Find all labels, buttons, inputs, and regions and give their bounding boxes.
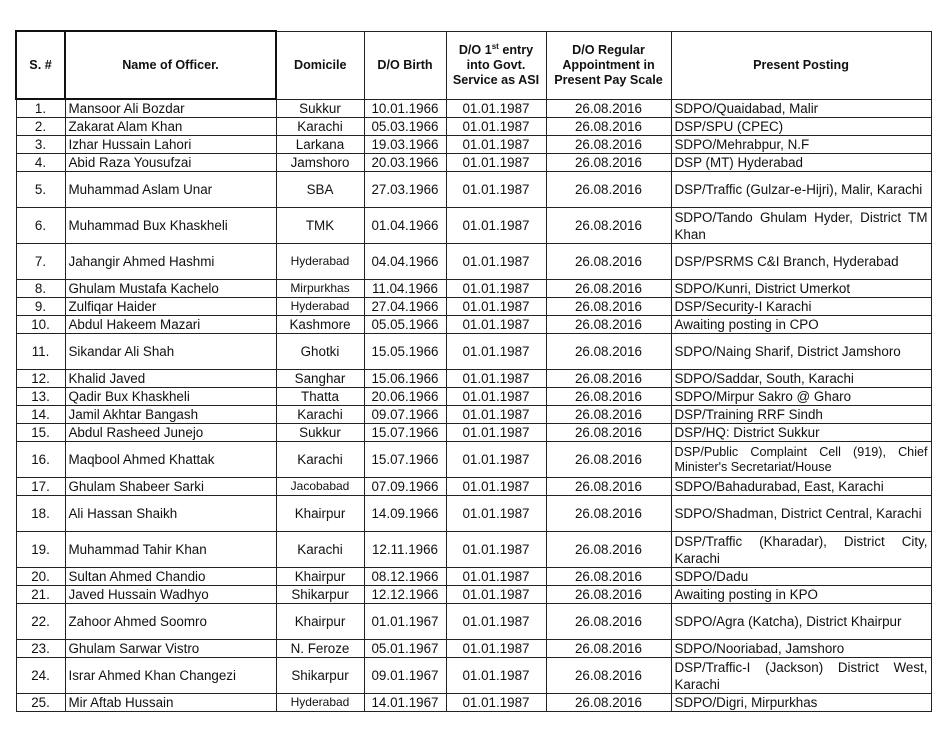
header-dob: D/O Birth [364,31,446,99]
header-row [16,31,931,99]
table-row [16,370,931,388]
entry-date-cell: 01.01.1987 [446,568,546,586]
table-row [16,568,931,586]
header-entry-pre: D/O 1 [458,42,492,57]
entry-date-cell: 01.01.1987 [446,586,546,604]
regular-appointment-cell: 26.08.2016 [546,532,671,568]
officer-name-cell: Abdul Rasheed Junejo [65,424,276,442]
regular-appointment-cell: 26.08.2016 [546,442,671,478]
serial-number-cell: 8. [16,280,65,298]
entry-date-cell: 01.01.1987 [446,640,546,658]
table-row [16,640,931,658]
header-posting: Present Posting [671,31,931,99]
serial-number-cell: 19. [16,532,65,568]
date-of-birth-cell: 10.01.1966 [364,99,446,118]
table-row [16,172,931,208]
entry-date-cell: 01.01.1987 [446,280,546,298]
domicile-cell: Thatta [276,388,364,406]
officer-name-cell: Ghulam Mustafa Kachelo [65,280,276,298]
domicile-cell: N. Feroze [276,640,364,658]
domicile-cell: Jamshoro [276,154,364,172]
serial-number-cell: 3. [16,136,65,154]
date-of-birth-cell: 20.03.1966 [364,154,446,172]
present-posting-cell: Awaiting posting in KPO [671,586,931,604]
officer-name-cell: Muhammad Aslam Unar [65,172,276,208]
officer-name-cell: Javed Hussain Wadhyo [65,586,276,604]
domicile-cell: Larkana [276,136,364,154]
serial-number-cell: 18. [16,496,65,532]
date-of-birth-cell: 05.03.1966 [364,118,446,136]
entry-date-cell: 01.01.1987 [446,388,546,406]
date-of-birth-cell: 11.04.1966 [364,280,446,298]
table-row [16,532,931,568]
table-row [16,334,931,370]
officer-name-cell: Zakarat Alam Khan [65,118,276,136]
domicile-cell: Karachi [276,442,364,478]
officer-name-cell: Ghulam Sarwar Vistro [65,640,276,658]
regular-appointment-cell: 26.08.2016 [546,604,671,640]
serial-number-cell: 11. [16,334,65,370]
officer-name-cell: Maqbool Ahmed Khattak [65,442,276,478]
entry-date-cell: 01.01.1987 [446,496,546,532]
entry-date-cell: 01.01.1987 [446,118,546,136]
domicile-cell: Karachi [276,532,364,568]
regular-appointment-cell: 26.08.2016 [546,406,671,424]
date-of-birth-cell: 15.05.1966 [364,334,446,370]
present-posting-cell: SDPO/Bahadurabad, East, Karachi [671,478,931,496]
regular-appointment-cell: 26.08.2016 [546,99,671,118]
regular-appointment-cell: 26.08.2016 [546,118,671,136]
entry-date-cell: 01.01.1987 [446,172,546,208]
date-of-birth-cell: 04.04.1966 [364,244,446,280]
officer-name-cell: Mir Aftab Hussain [65,694,276,712]
present-posting-cell: Awaiting posting in CPO [671,316,931,334]
date-of-birth-cell: 05.05.1966 [364,316,446,334]
domicile-cell: Hyderabad [276,244,364,280]
domicile-cell: Karachi [276,118,364,136]
officer-name-cell: Zulfiqar Haider [65,298,276,316]
table-row [16,442,931,478]
date-of-birth-cell: 27.03.1966 [364,172,446,208]
date-of-birth-cell: 01.01.1967 [364,604,446,640]
serial-number-cell: 17. [16,478,65,496]
officer-name-cell: Israr Ahmed Khan Changezi [65,658,276,694]
date-of-birth-cell: 20.06.1966 [364,388,446,406]
regular-appointment-cell: 26.08.2016 [546,136,671,154]
entry-date-cell: 01.01.1987 [446,244,546,280]
present-posting-cell: DSP (MT) Hyderabad [671,154,931,172]
date-of-birth-cell: 15.07.1966 [364,442,446,478]
regular-appointment-cell: 26.08.2016 [546,280,671,298]
serial-number-cell: 9. [16,298,65,316]
serial-number-cell: 25. [16,694,65,712]
date-of-birth-cell: 07.09.1966 [364,478,446,496]
present-posting-cell: DSP/HQ: District Sukkur [671,424,931,442]
table-row [16,244,931,280]
regular-appointment-cell: 26.08.2016 [546,478,671,496]
regular-appointment-cell: 26.08.2016 [546,424,671,442]
present-posting-cell: SDPO/Mirpur Sakro @ Gharo [671,388,931,406]
serial-number-cell: 23. [16,640,65,658]
present-posting-cell: SDPO/Tando Ghulam Hyder, District TM Khan [671,208,931,244]
table-row [16,118,931,136]
date-of-birth-cell: 12.12.1966 [364,586,446,604]
serial-number-cell: 1. [16,99,65,118]
officer-name-cell: Khalid Javed [65,370,276,388]
entry-date-cell: 01.01.1987 [446,334,546,370]
domicile-cell: Kashmore [276,316,364,334]
entry-date-cell: 01.01.1987 [446,298,546,316]
domicile-cell: SBA [276,172,364,208]
serial-number-cell: 22. [16,604,65,640]
domicile-cell: Khairpur [276,604,364,640]
regular-appointment-cell: 26.08.2016 [546,568,671,586]
regular-appointment-cell: 26.08.2016 [546,316,671,334]
present-posting-cell: SDPO/Dadu [671,568,931,586]
table-row [16,136,931,154]
present-posting-cell: SDPO/Shadman, District Central, Karachi [671,496,931,532]
serial-number-cell: 10. [16,316,65,334]
date-of-birth-cell: 01.04.1966 [364,208,446,244]
officer-name-cell: Ali Hassan Shaikh [65,496,276,532]
entry-date-cell: 01.01.1987 [446,658,546,694]
domicile-cell: Mirpurkhas [276,280,364,298]
officer-name-cell: Muhammad Bux Khaskheli [65,208,276,244]
header-entry-post: entry into Govt. Service as ASI [452,42,540,87]
present-posting-cell: DSP/Traffic-I (Jackson) District West, Karachi [671,658,931,694]
header-name: Name of Officer. [65,31,276,99]
domicile-cell: TMK [276,208,364,244]
date-of-birth-cell: 09.07.1966 [364,406,446,424]
header-entry-sup: st [491,41,499,51]
regular-appointment-cell: 26.08.2016 [546,658,671,694]
present-posting-cell: SDPO/Naing Sharif, District Jamshoro [671,334,931,370]
entry-date-cell: 01.01.1987 [446,99,546,118]
regular-appointment-cell: 26.08.2016 [546,388,671,406]
regular-appointment-cell: 26.08.2016 [546,172,671,208]
domicile-cell: Shikarpur [276,586,364,604]
domicile-cell: Karachi [276,406,364,424]
serial-number-cell: 20. [16,568,65,586]
table-row [16,694,931,712]
header-regular: D/O Regular Appointment in Present Pay Scale [546,31,671,99]
date-of-birth-cell: 05.01.1967 [364,640,446,658]
present-posting-cell: SDPO/Nooriabad, Jamshoro [671,640,931,658]
present-posting-cell: DSP/Traffic (Gulzar-e-Hijri), Malir, Karachi [671,172,931,208]
regular-appointment-cell: 26.08.2016 [546,694,671,712]
table-row [16,316,931,334]
domicile-cell: Shikarpur [276,658,364,694]
table-row [16,424,931,442]
officer-name-cell: Jahangir Ahmed Hashmi [65,244,276,280]
domicile-cell: Hyderabad [276,694,364,712]
table-row [16,478,931,496]
domicile-cell: Sukkur [276,99,364,118]
entry-date-cell: 01.01.1987 [446,154,546,172]
serial-number-cell: 14. [16,406,65,424]
table-row [16,406,931,424]
present-posting-cell: DSP/Traffic (Kharadar), District City, Karachi [671,532,931,568]
officer-name-cell: Jamil Akhtar Bangash [65,406,276,424]
regular-appointment-cell: 26.08.2016 [546,586,671,604]
entry-date-cell: 01.01.1987 [446,478,546,496]
domicile-cell: Sanghar [276,370,364,388]
table-row [16,388,931,406]
entry-date-cell: 01.01.1987 [446,424,546,442]
present-posting-cell: DSP/PSRMS C&I Branch, Hyderabad [671,244,931,280]
entry-date-cell: 01.01.1987 [446,370,546,388]
regular-appointment-cell: 26.08.2016 [546,496,671,532]
serial-number-cell: 21. [16,586,65,604]
header-sn: S. # [16,31,65,99]
domicile-cell: Khairpur [276,568,364,586]
serial-number-cell: 2. [16,118,65,136]
domicile-cell: Jacobabad [276,478,364,496]
officer-name-cell: Abid Raza Yousufzai [65,154,276,172]
regular-appointment-cell: 26.08.2016 [546,154,671,172]
entry-date-cell: 01.01.1987 [446,694,546,712]
serial-number-cell: 4. [16,154,65,172]
table-row [16,496,931,532]
serial-number-cell: 12. [16,370,65,388]
table-row [16,154,931,172]
entry-date-cell: 01.01.1987 [446,532,546,568]
serial-number-cell: 24. [16,658,65,694]
table-row [16,280,931,298]
present-posting-cell: SDPO/Kunri, District Umerkot [671,280,931,298]
officers-table [15,30,932,712]
date-of-birth-cell: 15.06.1966 [364,370,446,388]
officer-name-cell: Qadir Bux Khaskheli [65,388,276,406]
date-of-birth-cell: 09.01.1967 [364,658,446,694]
entry-date-cell: 01.01.1987 [446,136,546,154]
officer-name-cell: Ghulam Shabeer Sarki [65,478,276,496]
regular-appointment-cell: 26.08.2016 [546,370,671,388]
present-posting-cell: SDPO/Quaidabad, Malir [671,99,931,118]
serial-number-cell: 6. [16,208,65,244]
table-row [16,586,931,604]
serial-number-cell: 13. [16,388,65,406]
domicile-cell: Khairpur [276,496,364,532]
regular-appointment-cell: 26.08.2016 [546,208,671,244]
entry-date-cell: 01.01.1987 [446,442,546,478]
header-entry [446,31,546,99]
table-row [16,298,931,316]
header-domicile: Domicile [276,31,364,99]
table-row [16,604,931,640]
entry-date-cell: 01.01.1987 [446,406,546,424]
date-of-birth-cell: 08.12.1966 [364,568,446,586]
domicile-cell: Ghotki [276,334,364,370]
officer-name-cell: Mansoor Ali Bozdar [65,99,276,118]
officer-name-cell: Abdul Hakeem Mazari [65,316,276,334]
regular-appointment-cell: 26.08.2016 [546,334,671,370]
entry-date-cell: 01.01.1987 [446,208,546,244]
present-posting-cell: DSP/Training RRF Sindh [671,406,931,424]
serial-number-cell: 16. [16,442,65,478]
date-of-birth-cell: 27.04.1966 [364,298,446,316]
present-posting-cell: SDPO/Agra (Katcha), District Khairpur [671,604,931,640]
table-row [16,658,931,694]
date-of-birth-cell: 19.03.1966 [364,136,446,154]
officer-name-cell: Muhammad Tahir Khan [65,532,276,568]
regular-appointment-cell: 26.08.2016 [546,298,671,316]
domicile-cell: Sukkur [276,424,364,442]
officer-name-cell: Sultan Ahmed Chandio [65,568,276,586]
regular-appointment-cell: 26.08.2016 [546,640,671,658]
present-posting-cell: SDPO/Mehrabpur, N.F [671,136,931,154]
officer-name-cell: Sikandar Ali Shah [65,334,276,370]
entry-date-cell: 01.01.1987 [446,604,546,640]
date-of-birth-cell: 15.07.1966 [364,424,446,442]
officer-name-cell: Izhar Hussain Lahori [65,136,276,154]
domicile-cell: Hyderabad [276,298,364,316]
officer-name-cell: Zahoor Ahmed Soomro [65,604,276,640]
date-of-birth-cell: 14.09.1966 [364,496,446,532]
entry-date-cell: 01.01.1987 [446,316,546,334]
table-row [16,99,931,118]
serial-number-cell: 5. [16,172,65,208]
present-posting-cell: SDPO/Saddar, South, Karachi [671,370,931,388]
table-row [16,208,931,244]
present-posting-cell: SDPO/Digri, Mirpurkhas [671,694,931,712]
date-of-birth-cell: 14.01.1967 [364,694,446,712]
regular-appointment-cell: 26.08.2016 [546,244,671,280]
present-posting-cell: DSP/Security-I Karachi [671,298,931,316]
present-posting-cell: DSP/Public Complaint Cell (919), Chief Minister's Secretariat/House [671,442,931,478]
serial-number-cell: 15. [16,424,65,442]
present-posting-cell: DSP/SPU (CPEC) [671,118,931,136]
serial-number-cell: 7. [16,244,65,280]
date-of-birth-cell: 12.11.1966 [364,532,446,568]
